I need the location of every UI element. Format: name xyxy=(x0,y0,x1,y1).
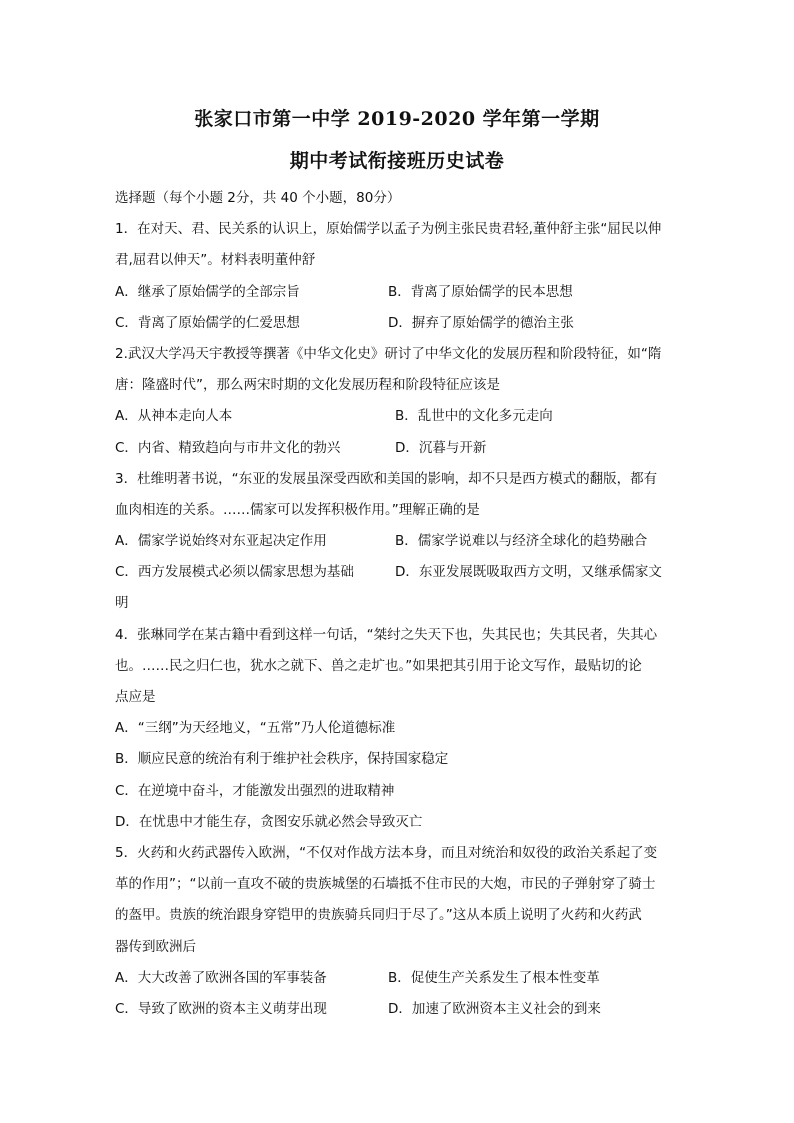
option-b[interactable]: B．顺应民意的统治有利于维护社会秩序，保持国家稳定 xyxy=(115,751,449,768)
question-text: 血肉相连的关系。……儒家可以发挥积极作用。”理解正确的是 xyxy=(115,501,480,518)
question-5 xyxy=(115,838,687,1025)
option-a[interactable]: A．“三纲”为天经地义，“五常”乃人伦道德标准 xyxy=(115,720,396,737)
option-d[interactable]: D．摒弃了原始儒学的德治主张 xyxy=(388,314,574,331)
option-a[interactable]: A．从神本走向人本 xyxy=(115,408,233,425)
option-row xyxy=(115,401,687,432)
question-text: 唐：隆盛时代”，那么两宋时期的文化发展历程和阶段特征应该是 xyxy=(115,377,500,394)
question-text: 3．杜维明著书说，“东亚的发展虽深受西欧和美国的影响，却不只是西方模式的翻版，都有 xyxy=(115,470,658,487)
exam-content xyxy=(115,183,687,1025)
option-row xyxy=(115,277,687,308)
option-c[interactable]: C．西方发展模式必须以儒家思想为基础 xyxy=(115,564,354,581)
question-text: 4．张琳同学在某古籍中看到这样一句话，“桀纣之失天下也，失其民也；失其民者，失其心 xyxy=(115,626,658,643)
option-a[interactable]: A．儒家学说始终对东亚起决定作用 xyxy=(115,533,327,550)
question-2 xyxy=(115,339,687,464)
option-d[interactable]: D．在忧患中才能生存，贪图安乐就必然会导致灭亡 xyxy=(115,813,423,830)
option-b[interactable]: B．乱世中的文化多元走向 xyxy=(395,408,553,425)
option-a[interactable]: A．继承了原始儒学的全部宗旨 xyxy=(115,283,300,300)
section-heading: 选择题（每个小题 2分，共 40 个小题，80分） xyxy=(115,190,401,206)
option-d-continuation: 明 xyxy=(115,595,129,612)
option-row xyxy=(115,526,687,557)
exam-subtitle: 期中考试衔接班历史试卷 xyxy=(289,150,505,172)
option-row xyxy=(115,994,687,1025)
option-b[interactable]: B．儒家学说难以与经济全球化的趋势融合 xyxy=(395,533,648,550)
option-b[interactable]: B．背离了原始儒学的民本思想 xyxy=(388,283,573,300)
question-text: 5．火药和火药武器传入欧洲，“不仅对作战方法本身，而且对统治和奴役的政治关系起了变 xyxy=(115,844,658,861)
question-1 xyxy=(115,214,687,339)
option-b[interactable]: B．促使生产关系发生了根本性变革 xyxy=(388,969,600,986)
option-a[interactable]: A．大大改善了欧洲各国的军事装备 xyxy=(115,969,327,986)
question-text: 点应是 xyxy=(115,689,156,705)
option-row xyxy=(115,308,687,339)
option-row xyxy=(115,433,687,464)
option-c[interactable]: C．导致了欧洲的资本主义萌芽出现 xyxy=(115,1000,327,1017)
question-3 xyxy=(115,464,687,620)
option-row xyxy=(115,557,687,588)
question-text: 2.武汉大学冯天宇教授等撰著《中华文化史》研讨了中华文化的发展历程和阶段特征，如“隋 xyxy=(115,345,662,362)
option-row xyxy=(115,963,687,994)
question-4 xyxy=(115,620,687,838)
question-text: 也。……民之归仁也，犹水之就下、兽之走圹也。”如果把其引用于论文写作，最贴切的论 xyxy=(115,657,642,674)
option-c[interactable]: C．在逆境中奋斗，才能激发出强烈的进取精神 xyxy=(115,782,395,799)
question-text: 1．在对天、君、民关系的认识上，原始儒学以孟子为例主张民贵君轻,董仲舒主张“屈民以伸 xyxy=(115,221,662,238)
exam-title: 张家口市第一中学 2019-2020 学年第一学期 xyxy=(194,108,600,130)
option-d[interactable]: D．沉暮与开新 xyxy=(395,439,487,456)
question-text: 君,屈君以伸天”。材料表明董仲舒 xyxy=(115,252,316,269)
question-text: 革的作用”；“以前一直攻不破的贵族城堡的石墙抵不住市民的大炮，市民的子弹射穿了骑士 xyxy=(115,876,656,893)
question-text: 器传到欧洲后 xyxy=(115,938,196,955)
option-c[interactable]: C．背离了原始儒学的仁爱思想 xyxy=(115,314,300,331)
question-text: 的盔甲。贵族的统治跟身穿铠甲的贵族骑兵同归于尽了。”这从本质上说明了火药和火药武 xyxy=(115,907,642,924)
option-d[interactable]: D．加速了欧洲资本主义社会的到来 xyxy=(388,1000,601,1017)
option-c[interactable]: C．内省、精致趋向与市井文化的勃兴 xyxy=(115,439,341,456)
option-d[interactable]: D．东亚发展既吸取西方文明，又继承儒家文 xyxy=(395,564,662,581)
